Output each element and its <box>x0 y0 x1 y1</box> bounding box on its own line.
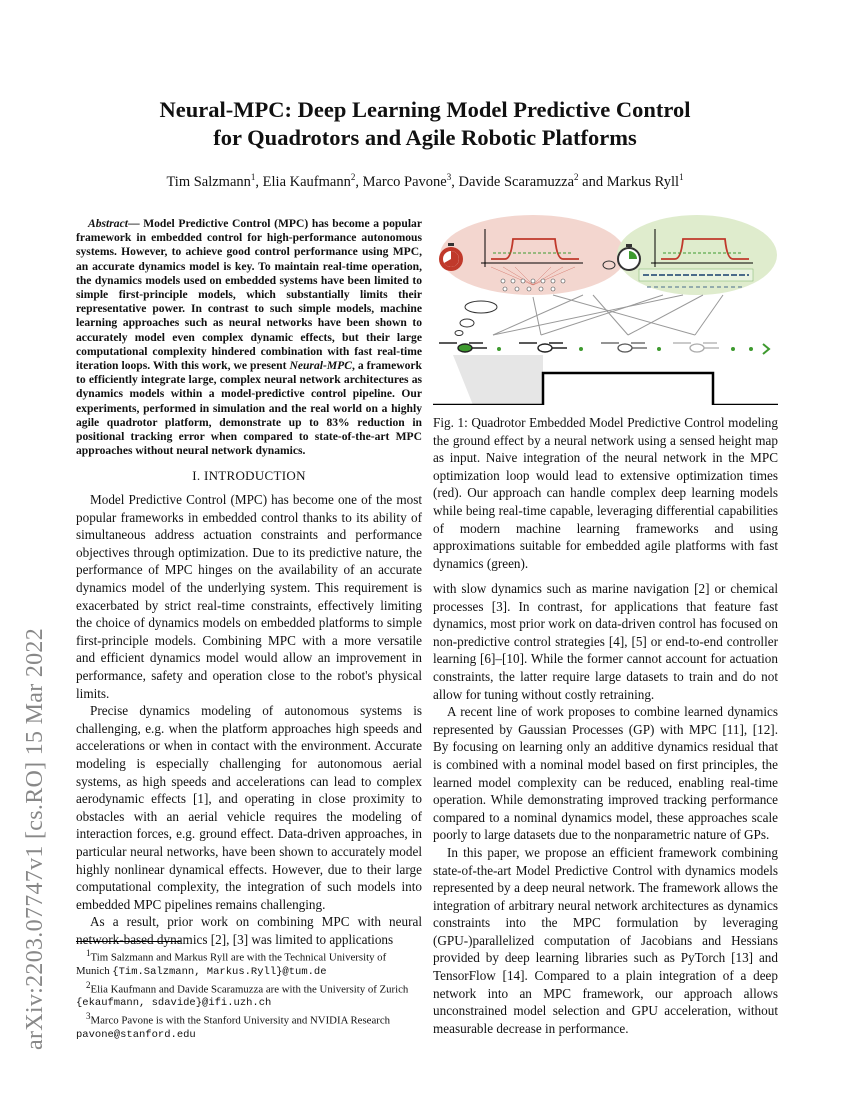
framework-name: Neural-MPC <box>289 359 352 373</box>
quadrotor-icon <box>519 343 567 352</box>
right-paragraph-2: A recent line of work proposes to combine learned dynamics represented by Gaussian Processes (GP) with MPC [11], [12]. By focusing on learning only an additive dynamics residual that is combined with a nominal model based on first principles, the learned model complexity can be reduced, enabling real-time operation. While demonstrating improved tracking performance compared to a nominal dynamics model, these approaches scale poorly to large datasets due to the nonparametric nature of GPs. <box>433 704 778 843</box>
author: Markus Ryll <box>606 173 680 190</box>
figure-1 <box>433 215 778 405</box>
intro-paragraph-2: Precise dynamics modeling of autonomous systems is challenging, e.g. when the platform approaches high speeds and accelerations or when in contact with the environment. Accurate modeling is especially challenging for autonomous aerial systems, as high speeds and accelerations can lead to complex aerodynamic effects [1], and operating in close proximity to obstacles with an aerial vehicle requires the modeling of interaction forces, e.g. ground effect. Data-driven approaches, in particular neural networks, have been shown to accurately model highly nonlinear dynamical effects. However, due to their large computational complexity, the integration of such models into embedded MPC pipelines remains challenging. <box>76 703 422 912</box>
quadrotor-icon <box>601 343 647 352</box>
direction-chevron-icon <box>763 344 769 354</box>
author: Davide Scaramuzza <box>458 173 575 190</box>
right-paragraph-3: In this paper, we propose an efficient framework combining state-of-the-art Model Predictive Control with dynamics models represented by a deep neural network. The framework allows the integration of arbitrary neural network architectures as dynamics constraints into the MPC formulation by leveraging (GPU-)parallelized computation of Jacobians and Hessians provided by deep learning libraries such as PyTorch [13] and TensorFlow [14]. Compared to a plain integration of a deep network into an MPC framework, our approach allows unconstrained model selection and GPU acceleration, without measurable decrease in performance. <box>433 844 778 1036</box>
green-thought-bubble <box>617 215 777 295</box>
email: {Tim.Salzmann, Markus.Ryll}@tum.de <box>112 965 327 978</box>
footnote-3: $^3$Marco Pavone is with the Stanford University and NVIDIA Research pavone@stanford.edu <box>76 1011 391 1041</box>
author: Elia Kaufmann <box>262 173 351 190</box>
paper-title <box>0 96 850 152</box>
footnote-rule <box>76 941 181 942</box>
right-paragraph-1: with slow dynamics such as marine navigation [2] or chemical processes [3]. In contrast, for applications that feature fast dynamics, most prior work on data-driven control has focused on non-predictive control strategies [4], [5] or end-to-end controller learning [6]–[10]. While the former cannot account for actuation constraints, the latter require large datasets to train and do not allow for tuning without costly retraining. <box>433 581 778 702</box>
footnote-1: $^1$Tim Salzmann and Markus Ryll are with the Technical University of Munich {Tim.Salzmann, Markus.Ryll}@tum.de <box>76 948 387 978</box>
arxiv-identifier: arXiv:2203.07747v1 [cs.RO] 15 Mar 2022 <box>22 627 48 1050</box>
figure-caption: Fig. 1: Quadrotor Embedded Model Predictive Control modeling the ground effect by a neural network using a sensed height map as input. Naive integration of the neural network in the MPC optimization loop would lead to extensive optimization times (red). Our approach can handle complex deep learning models while being real-time capable, leveraging differential capabilities of modern machine learning frameworks and using approximations suitable for embedded agile platforms with fast dynamics (green). <box>433 415 778 571</box>
title-line-1: Neural-MPC: Deep Learning Model Predictive Control <box>159 97 691 122</box>
author: Tim Salzmann <box>166 173 251 190</box>
email: {ekaufmann, sdavide}@ifi.uzh.ch <box>76 997 272 1010</box>
abstract: Abstract— Model Predictive Control (MPC) has become a popular framework in embedded control for high-performance autonomous systems. However, to achieve good control performance using MPC, an accurate dynamics model is key. To maintain real-time operation, the dynamics models used on embedded systems have been limited to simple first-principle models, which substantially limits their representative power. In contrast to such simple models, machine learning approaches such as neural networks have been shown to accurately model even complex dynamic effects, but their large computational complexity hindered combination with fast real-time iteration loops. With this work, we present Neural-MPC, a framework to efficiently integrate large, complex neural network architectures as dynamics models within a model-predictive control pipeline. Our experiments, performed in simulation and the real world on a highly agile quadrotor platform, demonstrate up to 83% reduction in positional tracking error when compared to state-of-the-art MPC approaches without neural network dynamics. <box>76 217 422 458</box>
right-column <box>433 580 778 1037</box>
title-line-2: for Quadrotors and Agile Robotic Platforms <box>213 125 637 150</box>
footnote-2: $^2$Elia Kaufmann and Davide Scaramuzza are with the University of Zurich {ekaufmann, sdavide}@ifi.uzh.ch <box>76 979 409 1010</box>
connection-arrows <box>493 295 723 335</box>
email: pavone@stanford.edu <box>76 1028 196 1041</box>
left-column <box>76 217 422 948</box>
thought-bubble-small <box>465 301 497 313</box>
intro-paragraph-3: As a result, prior work on combining MPC with neural network-based dynamics [2], [3] was limited to applications <box>76 914 422 947</box>
footnotes <box>76 941 422 1042</box>
section-heading: I. INTRODUCTION <box>192 468 306 484</box>
abstract-label: Abstract <box>88 217 128 230</box>
author: Marco Pavone <box>362 173 447 190</box>
ground-shadow <box>453 355 543 405</box>
quadrotor-icon <box>673 343 719 352</box>
author-list: Tim Salzmann$^1$, Elia Kaufmann$^2$, Marco Pavone$^3$, Davide Scaramuzza$^2$ and Markus Ryll$^1$ <box>166 172 684 190</box>
intro-paragraph-1: Model Predictive Control (MPC) has become one of the most popular frameworks in embedded control thanks to its ability of simultaneous address actuation constraints and performance objectives through optimization. Due to its predictive nature, the performance of MPC hinges on the availability of an accurate dynamics model of the underlying system. This requirement is exacerbated by strict real-time constraints, effectively limiting the choice of dynamics models on embedded platforms to simple first-principle models. Combining MPC with a more versatile and efficient dynamics model would allow an improvement in performance, safety and operation close to the robot's physical limits. <box>76 492 422 701</box>
quadrotor-icon <box>439 343 487 352</box>
